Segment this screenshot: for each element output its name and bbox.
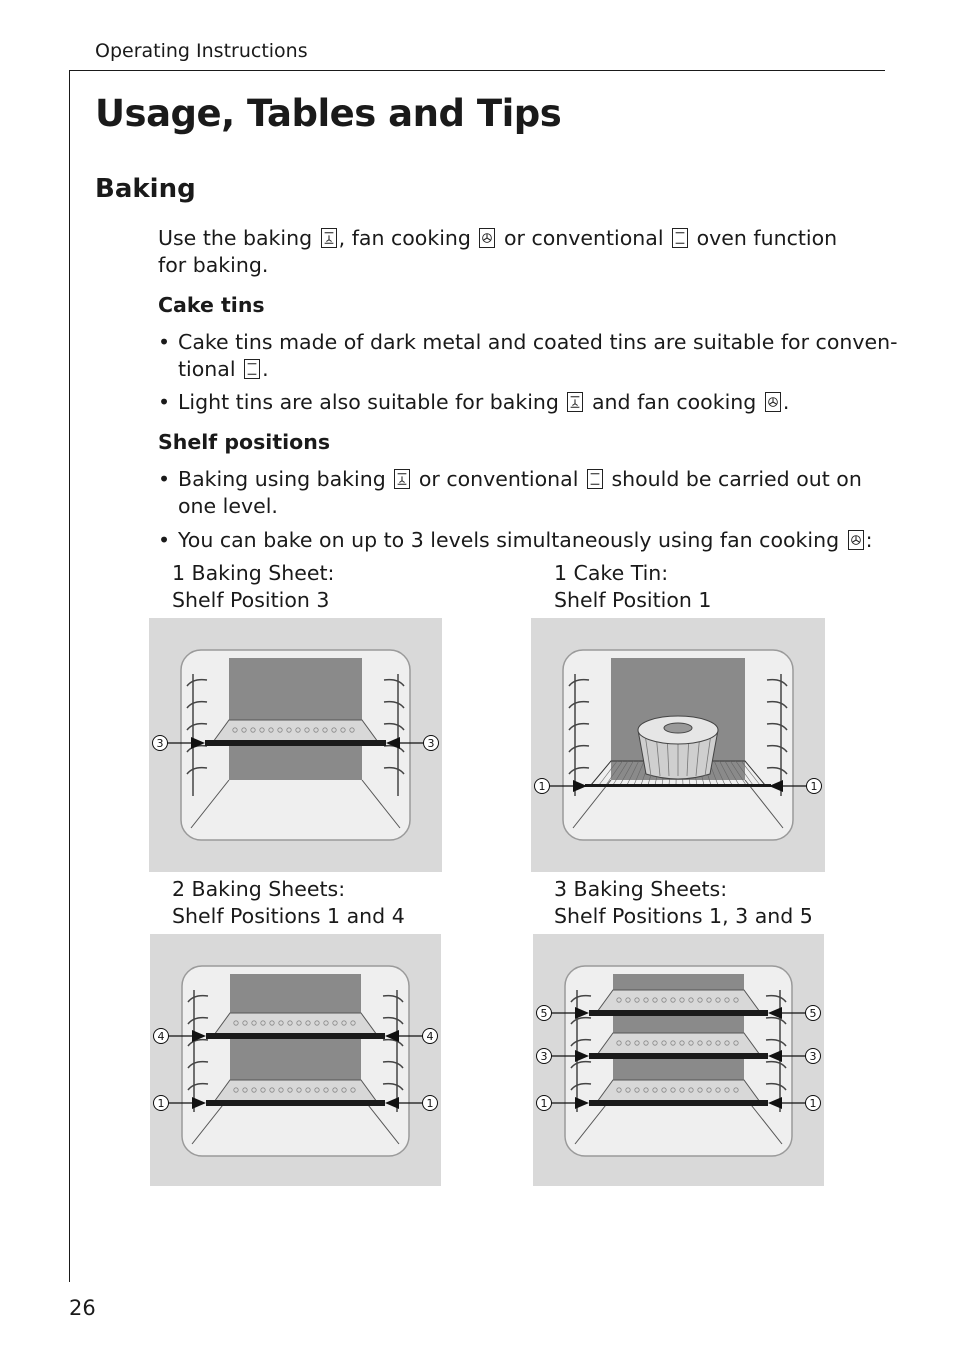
running-head: Operating Instructions [95,40,308,62]
cake-tins-bullet-1: • Cake tins made of dark metal and coated tins are suitable for conven- tional . [158,330,898,381]
baking-sheet-rim [205,740,386,746]
cake-tin-center [664,723,692,733]
shelf-number-label: 1 [157,1097,165,1110]
figure-1-caption: 1 Baking Sheet: Shelf Position 3 [172,561,335,612]
section-title: Baking [95,174,196,204]
bullet-dot: • [158,528,171,552]
baking-sheet-rim [589,1100,768,1106]
shelf-number-label: 4 [426,1030,434,1043]
bullet-dot: • [158,467,171,491]
baking-sheet-rim [206,1033,385,1039]
bullet-dot: • [158,390,171,414]
oven-figure-3-two-sheets [150,934,441,1186]
header-rule [69,70,885,71]
oven-back-wall [229,658,362,780]
fan-cooking-icon [765,392,781,412]
shelf-number-label: 5 [540,1007,548,1020]
shelf-number-label: 1 [426,1097,434,1110]
figure-2-caption: 1 Cake Tin: Shelf Position 1 [554,561,712,612]
intro-line-1: Use the baking , fan cooking or conventional oven function [158,226,838,250]
baking-sheet [597,1080,760,1102]
shelf-number-label: 5 [809,1007,817,1020]
wire-rack-rim [585,784,771,787]
fan-cooking-icon [479,228,495,248]
shelf-number-label: 3 [540,1050,548,1063]
baking-sheet-rim [589,1010,768,1016]
cake-tins-heading: Cake tins [158,293,265,317]
oven-figure-2-cake-tin [531,618,825,872]
fan-cooking-icon [848,530,864,550]
shelf-number-label: 3 [156,737,164,750]
shelf-number-label: 3 [427,737,435,750]
oven-figure-4-three-sheets [533,934,824,1186]
shelf-positions-heading: Shelf positions [158,430,331,454]
shelf-number-label: 1 [540,1097,548,1110]
shelf-number-label: 3 [809,1050,817,1063]
baking-sheet-rim [206,1100,385,1106]
baking-sheet-rim [589,1053,768,1059]
baking-sheet [213,720,378,742]
shelf-number-label: 1 [538,780,546,793]
baking-sheet [214,1080,377,1102]
baking-sheet [597,990,760,1012]
bullet-dot: • [158,330,171,354]
cake-tins-bullet-2: • Light tins are also suitable for baking and fan cooking . [158,390,790,414]
intro-line-2: for baking. [158,253,269,277]
conventional-oven-icon [587,469,603,489]
figure-3-caption: 2 Baking Sheets: Shelf Positions 1 and 4 [172,877,405,928]
page-number: 26 [69,1296,96,1320]
baking-sheet [214,1013,377,1035]
baking-sheet [597,1033,760,1055]
oven-illustration [533,934,824,1186]
page-title: Usage, Tables and Tips [95,92,562,135]
baking-function-icon [394,469,410,489]
oven-illustration [531,618,825,872]
baking-function-icon [321,228,337,248]
oven-figure-1-sheet [149,618,442,872]
baking-function-icon [567,392,583,412]
figure-4-caption: 3 Baking Sheets: Shelf Positions 1, 3 and 5 [554,877,813,928]
oven-illustration [149,618,442,872]
shelf-positions-bullet-1: • Baking using baking or conventional should be carried out on one level. [158,467,862,518]
margin-rule [69,70,70,1282]
shelf-positions-bullet-2: • You can bake on up to 3 levels simultaneously using fan cooking : [158,528,873,552]
shelf-number-label: 4 [157,1030,165,1043]
conventional-oven-icon [244,359,260,379]
shelf-number-label: 1 [810,780,818,793]
oven-illustration [150,934,441,1186]
shelf-number-label: 1 [809,1097,817,1110]
conventional-oven-icon [672,228,688,248]
